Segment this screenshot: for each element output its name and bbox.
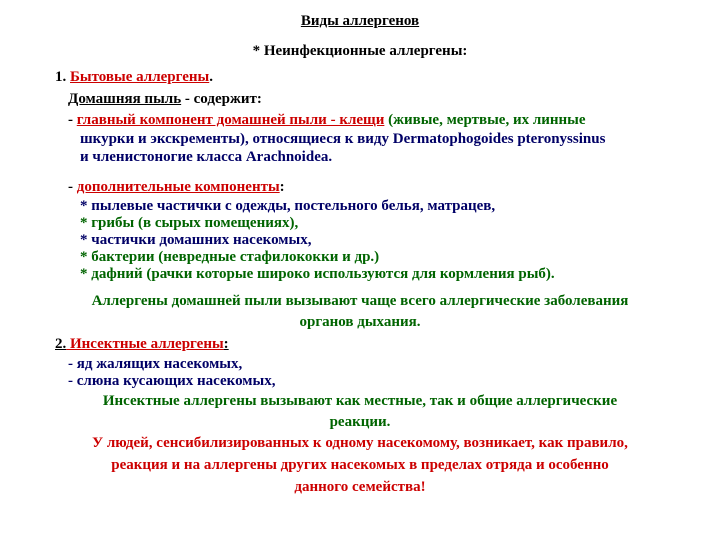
section1-number: 1.	[55, 69, 70, 85]
warning-line1: У людей, сенсибилизированных к одному насекомому, возникает, как правило,	[92, 435, 628, 451]
list-item: * грибы (в сырых помещениях),	[80, 215, 299, 231]
main-component-line1	[68, 113, 586, 128]
additional-components-tail: :	[279, 179, 285, 195]
list-item: - слюна кусающих насекомых,	[68, 373, 276, 389]
list-item: * дафний (рачки которые широко используются для кормления рыб).	[80, 266, 555, 282]
subtitle: * Неинфекционные аллергены:	[252, 43, 468, 59]
additional-components-heading	[68, 180, 285, 195]
section1-title-tail: .	[209, 69, 213, 85]
page-title: Виды аллергенов	[300, 13, 420, 29]
additional-components-label: дополнительные компоненты	[76, 179, 280, 195]
section2-number: 2.	[55, 336, 67, 352]
section1-title: Бытовые аллергены	[70, 69, 210, 85]
main-component-line3: и членистоногие класса Arachnoidea.	[80, 149, 333, 165]
main-component-line2: шкурки и экскременты), относящиеся к виду Dermatophogoides pteronyssinus	[80, 131, 606, 147]
house-dust-label: Домашняя пыль	[68, 91, 182, 107]
list-item: * бактерии (невредные стафилококки и др.)	[80, 249, 380, 265]
main-component-label: главный компонент домашней пыли - клещи	[76, 112, 385, 128]
list-item: * частички домашних насекомых,	[80, 232, 312, 248]
list-item: * пылевые частички с одежды, постельного белья, матрацев,	[80, 198, 496, 214]
dash: -	[68, 112, 77, 128]
section2-conclusion-line1: Инсектные аллергены вызывают как местные, так и общие аллергические	[102, 393, 618, 409]
house-dust-tail: - содержит:	[181, 91, 262, 107]
section1-heading	[55, 70, 213, 85]
house-dust-heading	[68, 92, 262, 107]
warning-line2: реакция и на аллергены других насекомых в пределах отряда и особенно	[111, 457, 609, 473]
section2-title: Инсектные аллергены	[66, 336, 224, 352]
section1-conclusion-line2: органов дыхания.	[299, 314, 421, 330]
section1-conclusion-line1: Аллергены домашней пыли вызывают чаще всего аллергические заболевания	[91, 293, 629, 309]
section2-heading	[55, 337, 229, 352]
dash: -	[68, 179, 77, 195]
main-component-detail: (живые, мертвые, их линные	[384, 112, 586, 128]
list-item: - яд жалящих насекомых,	[68, 356, 243, 372]
section2-title-tail: :	[223, 336, 229, 352]
section2-conclusion-line2: реакции.	[329, 414, 391, 430]
warning-line3: данного семейства!	[294, 479, 426, 495]
